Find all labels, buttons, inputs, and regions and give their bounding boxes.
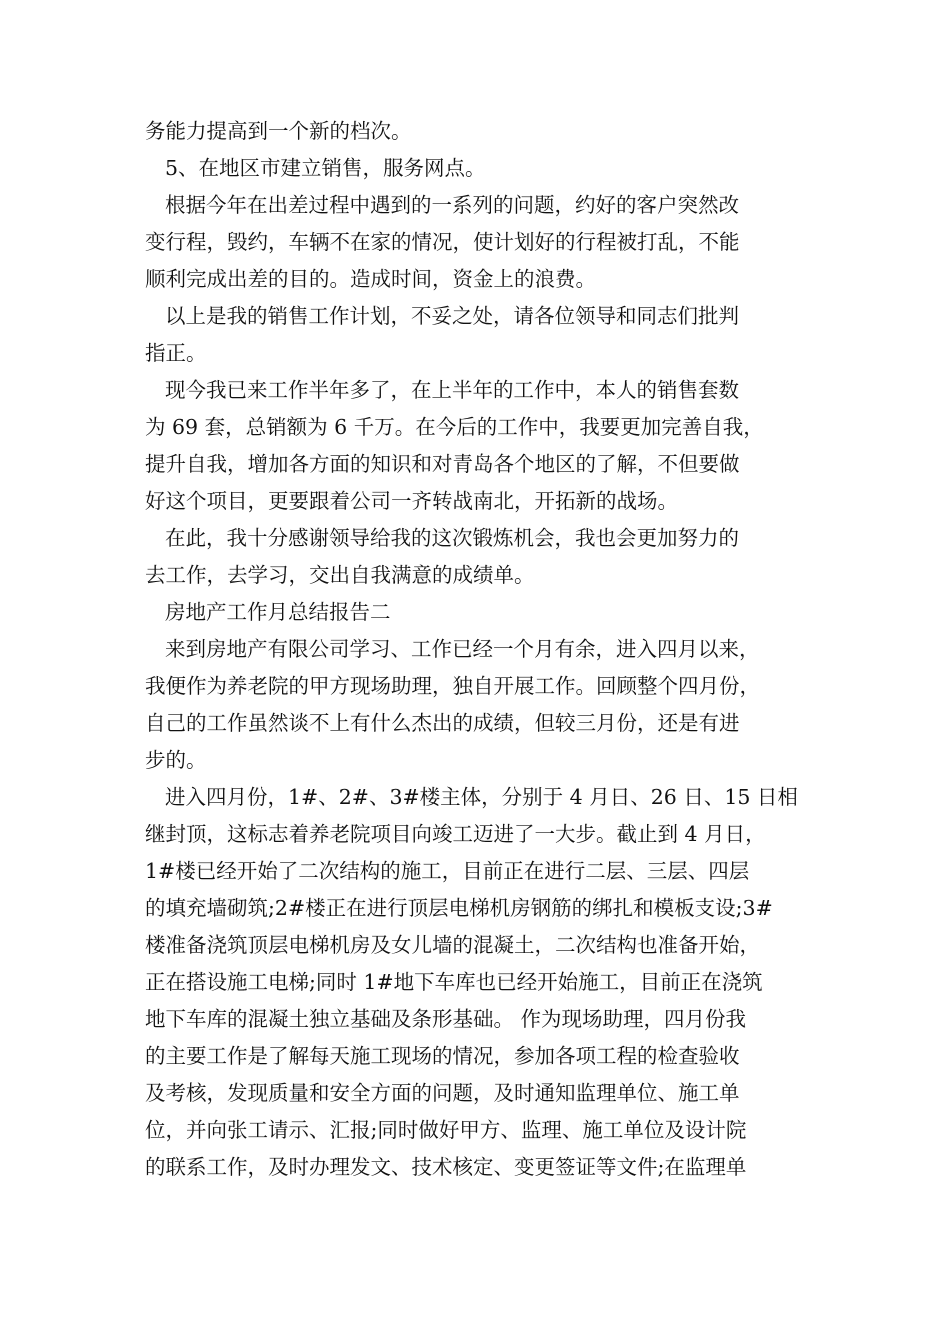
text-line: 为 69 套，总销额为 6 千万。在今后的工作中，我要更加完善自我， [145, 415, 764, 439]
text-line: 务能力提高到一个新的档次。 [145, 119, 412, 143]
paragraph [145, 594, 810, 631]
text-line: 步的。 [145, 748, 207, 772]
text-line: 的填充墙砌筑;2#楼正在进行顶层电梯机房钢筋的绑扎和模板支设;3# [145, 896, 773, 920]
text-line: 指正。 [145, 341, 207, 365]
text-line: 继封顶，这标志着养老院项目向竣工迈进了一大步。截止到 4 月日， [145, 822, 766, 846]
paragraph [145, 150, 810, 187]
paragraph [145, 631, 810, 779]
text-line: 的联系工作，及时办理发文、技术核定、变更签证等文件;在监理单 [145, 1155, 747, 1179]
text-line: 地下车库的混凝土独立基础及条形基础。 作为现场助理，四月份我 [145, 1007, 747, 1031]
paragraph [145, 520, 810, 594]
text-line: 以上是我的销售工作计划，不妥之处，请各位领导和同志们批判 [165, 304, 739, 328]
document-body [145, 113, 810, 1186]
paragraph [145, 372, 810, 520]
paragraph [145, 113, 810, 150]
text-line: 现今我已来工作半年多了，在上半年的工作中，本人的销售套数 [165, 378, 739, 402]
paragraph [145, 187, 810, 298]
text-line: 进入四月份，1#、2#、3#楼主体，分别于 4 月日、26 日、15 日相 [165, 785, 798, 809]
text-line: 根据今年在出差过程中遇到的一系列的问题，约好的客户突然改 [165, 193, 739, 217]
text-line: 楼准备浇筑顶层电梯机房及女儿墙的混凝土，二次结构也准备开始， [145, 933, 760, 957]
text-line: 好这个项目，更要跟着公司一齐转战南北，开拓新的战场。 [145, 489, 678, 513]
text-line: 我便作为养老院的甲方现场助理，独自开展工作。回顾整个四月份， [145, 674, 760, 698]
text-line: 及考核，发现质量和安全方面的问题，及时通知监理单位、施工单 [145, 1081, 740, 1105]
text-line: 顺利完成出差的目的。造成时间，资金上的浪费。 [145, 267, 596, 291]
text-line: 变行程，毁约，车辆不在家的情况，使计划好的行程被打乱，不能 [145, 230, 740, 254]
paragraph [145, 298, 810, 372]
text-line: 的主要工作是了解每天施工现场的情况，参加各项工程的检查验收 [145, 1044, 740, 1068]
text-line: 5、在地区市建立销售，服务网点。 [165, 156, 486, 180]
text-line: 来到房地产有限公司学习、工作已经一个月有余，进入四月以来， [165, 637, 760, 661]
paragraph [145, 779, 810, 1186]
text-line: 在此，我十分感谢领导给我的这次锻炼机会，我也会更加努力的 [165, 526, 739, 550]
text-line: 去工作，去学习，交出自我满意的成绩单。 [145, 563, 535, 587]
text-line: 提升自我，增加各方面的知识和对青岛各个地区的了解，不但要做 [145, 452, 740, 476]
text-line: 正在搭设施工电梯;同时 1#地下车库也已经开始施工，目前正在浇筑 [145, 970, 763, 994]
text-line: 自己的工作虽然谈不上有什么杰出的成绩，但较三月份，还是有进 [145, 711, 740, 735]
text-line: 1#楼已经开始了二次结构的施工，目前正在进行二层、三层、四层 [145, 859, 750, 883]
text-line: 房地产工作月总结报告二 [165, 600, 391, 624]
text-line: 位，并向张工请示、汇报;同时做好甲方、监理、施工单位及设计院 [145, 1118, 747, 1142]
